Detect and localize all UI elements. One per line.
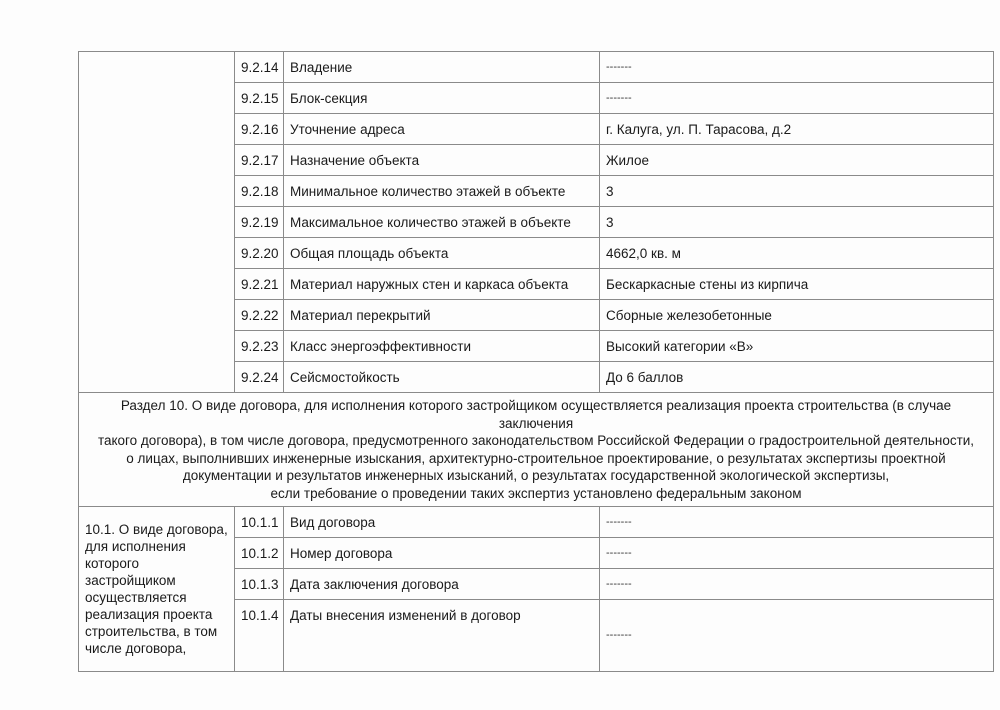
item-label: Вид договора: [284, 507, 600, 538]
section-10-heading: [79, 393, 994, 507]
item-number: 9.2.19: [235, 207, 284, 238]
item-label: Назначение объекта: [284, 145, 600, 176]
item-value: г. Калуга, ул. П. Тарасова, д.2: [600, 114, 994, 145]
heading-line: документации и результатов инженерных изысканий, о результатах государственной экологической экспертизы,: [182, 468, 890, 483]
item-number: 10.1.1: [235, 507, 284, 538]
item-number: 10.1.2: [235, 538, 284, 569]
item-number: 10.1.4: [235, 600, 284, 672]
item-number: 10.1.3: [235, 569, 284, 600]
table-row: [79, 52, 994, 83]
item-value: -------: [600, 507, 994, 538]
item-number: 9.2.21: [235, 269, 284, 300]
item-label: Владение: [284, 52, 600, 83]
item-label: Материал перекрытий: [284, 300, 600, 331]
heading-line: о лицах, выполнивших инженерные изыскания, архитектурно-строительное проектирование, о результатах экспертизы проектной: [126, 450, 946, 466]
item-value: -------: [600, 600, 994, 672]
item-label: Даты внесения изменений в договор: [284, 600, 600, 672]
table-row: [79, 507, 994, 538]
heading-line: Раздел 10. О виде договора, для исполнения которого застройщиком осуществляется реализация проекта строительства (в случае заключения: [120, 398, 952, 431]
item-value: Сборные железобетонные: [600, 300, 994, 331]
item-number: 9.2.15: [235, 83, 284, 114]
item-value: До 6 баллов: [600, 362, 994, 393]
item-label: Материал наружных стен и каркаса объекта: [284, 269, 600, 300]
item-label: Уточнение адреса: [284, 114, 600, 145]
item-value: -------: [600, 569, 994, 600]
section-10-heading-row: [79, 393, 994, 507]
item-value: 3: [600, 207, 994, 238]
item-number: 9.2.18: [235, 176, 284, 207]
item-label: Максимальное количество этажей в объекте: [284, 207, 600, 238]
item-value: 3: [600, 176, 994, 207]
item-label: Общая площадь объекта: [284, 238, 600, 269]
item-value: 4662,0 кв. м: [600, 238, 994, 269]
item-number: 9.2.23: [235, 331, 284, 362]
project-declaration-table: [78, 51, 994, 672]
item-value: -------: [600, 538, 994, 569]
item-value: -------: [600, 83, 994, 114]
item-value: Высокий категории «В»: [600, 331, 994, 362]
item-label: Дата заключения договора: [284, 569, 600, 600]
item-label: Блок-секция: [284, 83, 600, 114]
item-number: 9.2.14: [235, 52, 284, 83]
item-value: Бескаркасные стены из кирпича: [600, 269, 994, 300]
heading-line: такого договора), в том числе договора, предусмотренного законодательством Российской Федерации о градостроительной деятельности,: [97, 433, 975, 448]
section-9-group-cell: [79, 52, 235, 393]
item-number: 9.2.22: [235, 300, 284, 331]
item-label: Минимальное количество этажей в объекте: [284, 176, 600, 207]
item-label: Класс энергоэффективности: [284, 331, 600, 362]
item-label: Сейсмостойкость: [284, 362, 600, 393]
subsection-10-1-label: 10.1. О виде договора, для исполнения которого застройщиком осуществляется реализация проекта строительства, в том числе договора,: [79, 507, 235, 672]
item-label: Номер договора: [284, 538, 600, 569]
item-number: 9.2.20: [235, 238, 284, 269]
item-number: 9.2.24: [235, 362, 284, 393]
heading-line: если требование о проведении таких экспертиз установлено федеральным законом: [270, 485, 802, 501]
item-value: Жилое: [600, 145, 994, 176]
item-number: 9.2.16: [235, 114, 284, 145]
item-number: 9.2.17: [235, 145, 284, 176]
item-value: -------: [600, 52, 994, 83]
